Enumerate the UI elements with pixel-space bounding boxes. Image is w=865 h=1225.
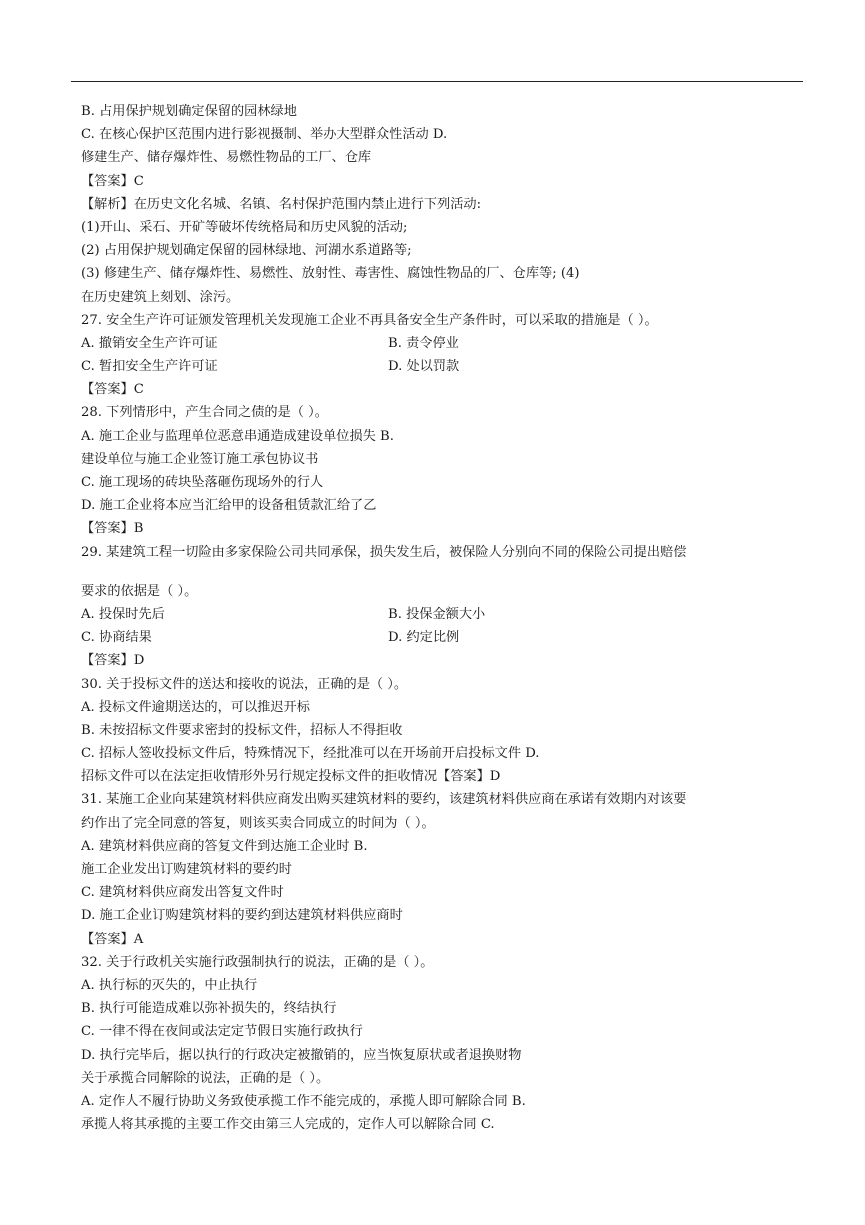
question-27: 27. 安全生产许可证颁发管理机关发现施工企业不再具备安全生产条件时，可以采取的措施是（ ）。 bbox=[81, 312, 658, 328]
text-line: 招标文件可以在法定拒收情形外另行规定投标文件的拒收情况【答案】D bbox=[81, 769, 501, 785]
text-line: 施工企业发出订购建筑材料的要约时 bbox=[81, 862, 292, 877]
option-row bbox=[81, 355, 806, 378]
option-b: B. 责令停业 bbox=[388, 335, 459, 351]
text-line: D. 施工企业订购建筑材料的要约到达建筑材料供应商时 bbox=[81, 908, 403, 924]
option-d: D. 处以罚款 bbox=[388, 359, 460, 375]
text-line: D. 执行完毕后，据以执行的行政决定被撤销的，应当恢复原状或者退换财物 bbox=[81, 1047, 522, 1063]
text-line: C. 在核心保护区范围内进行影视摄制、举办大型群众性活动 D. bbox=[81, 127, 448, 143]
text-line: B. 未按招标文件要求密封的投标文件，招标人不得拒收 bbox=[81, 722, 403, 738]
text-line: C. 施工现场的砖块坠落砸伤现场外的行人 bbox=[81, 475, 324, 490]
question-28: 28. 下列情形中，产生合同之债的是（ ）。 bbox=[81, 405, 328, 421]
text-line: 承揽人将其承揽的主要工作交由第三人完成的，定作人可以解除合同 C. bbox=[81, 1117, 495, 1133]
text-line: A. 施工企业与监理单位恶意串通造成建设单位损失 B. bbox=[81, 428, 394, 444]
text-line: B. 执行可能造成难以弥补损失的，终结执行 bbox=[81, 1001, 337, 1017]
text-line: (3) 修建生产、储存爆炸性、易燃性、放射性、毒害性、腐蚀性物品的厂、仓库等; (4) bbox=[81, 266, 580, 282]
question-32: 32. 关于行政机关实施行政强制执行的说法，正确的是（ ）。 bbox=[81, 954, 434, 970]
text-line: 约作出了完全同意的答复，则该买卖合同成立的时间为（ ）。 bbox=[81, 815, 435, 831]
answer-line: 【答案】C bbox=[81, 173, 144, 189]
text-line: 在历史建筑上刻划、涂污。 bbox=[81, 289, 240, 305]
option-b: B. 投保金额大小 bbox=[388, 606, 486, 622]
question-30: 30. 关于投标文件的送达和接收的说法，正确的是（ ）。 bbox=[81, 676, 408, 692]
text-line: B. 占用保护规划确定保留的园林绿地 bbox=[81, 104, 297, 119]
option-row bbox=[81, 626, 806, 649]
spacer bbox=[81, 564, 806, 580]
option-row bbox=[81, 603, 806, 626]
question-31: 31. 某施工企业向某建筑材料供应商发出购买建筑材料的要约，该建筑材料供应商在承诺有效期内对该要 bbox=[81, 792, 687, 808]
answer-line: 【答案】C bbox=[81, 382, 144, 398]
text-line: A. 投标文件逾期送达的，可以推迟开标 bbox=[81, 699, 310, 715]
text-line: 要求的依据是（ ）。 bbox=[81, 583, 198, 599]
analysis-line: 【解析】在历史文化名城、名镇、名村保护范围内禁止进行下列活动: bbox=[81, 196, 482, 212]
header-rule bbox=[71, 81, 803, 82]
option-a: A. 撤销安全生产许可证 bbox=[81, 335, 218, 351]
question-33: 关于承揽合同解除的说法，正确的是（ ）。 bbox=[81, 1070, 330, 1086]
text-line: A. 定作人不履行协助义务致使承揽工作不能完成的，承揽人即可解除合同 B. bbox=[81, 1093, 526, 1109]
option-row bbox=[81, 332, 806, 355]
answer-line: 【答案】D bbox=[81, 653, 145, 669]
text-line: (1)开山、采石、开矿等破坏传统格局和历史风貌的活动; bbox=[81, 219, 408, 235]
document-body bbox=[81, 100, 806, 1136]
text-line: C. 一律不得在夜间或法定定节假日实施行政执行 bbox=[81, 1024, 363, 1040]
text-line: 建设单位与施工企业签订施工承包协议书 bbox=[81, 451, 319, 467]
answer-line: 【答案】B bbox=[81, 521, 144, 537]
text-line: (2) 占用保护规划确定保留的园林绿地、河湖水系道路等; bbox=[81, 243, 412, 259]
option-a: A. 投保时先后 bbox=[81, 606, 165, 622]
text-line: D. 施工企业将本应当汇给甲的设备租赁款汇给了乙 bbox=[81, 498, 377, 514]
text-line: A. 建筑材料供应商的答复文件到达施工企业时 B. bbox=[81, 838, 368, 854]
text-line: C. 招标人签收投标文件后，特殊情况下，经批准可以在开场前开启投标文件 D. bbox=[81, 746, 540, 762]
option-c: C. 暂扣安全生产许可证 bbox=[81, 359, 218, 375]
option-c: C. 协商结果 bbox=[81, 630, 152, 646]
option-d: D. 约定比例 bbox=[388, 630, 460, 646]
question-29: 29. 某建筑工程一切险由多家保险公司共同承保，损失发生后，被保险人分别向不同的保险公司提出赔偿 bbox=[81, 544, 687, 560]
text-line: C. 建筑材料供应商发出答复文件时 bbox=[81, 885, 284, 901]
text-line: 修建生产、储存爆炸性、易燃性物品的工厂、仓库 bbox=[81, 150, 372, 166]
text-line: A. 执行标的灭失的，中止执行 bbox=[81, 977, 258, 993]
answer-line: 【答案】A bbox=[81, 931, 144, 947]
